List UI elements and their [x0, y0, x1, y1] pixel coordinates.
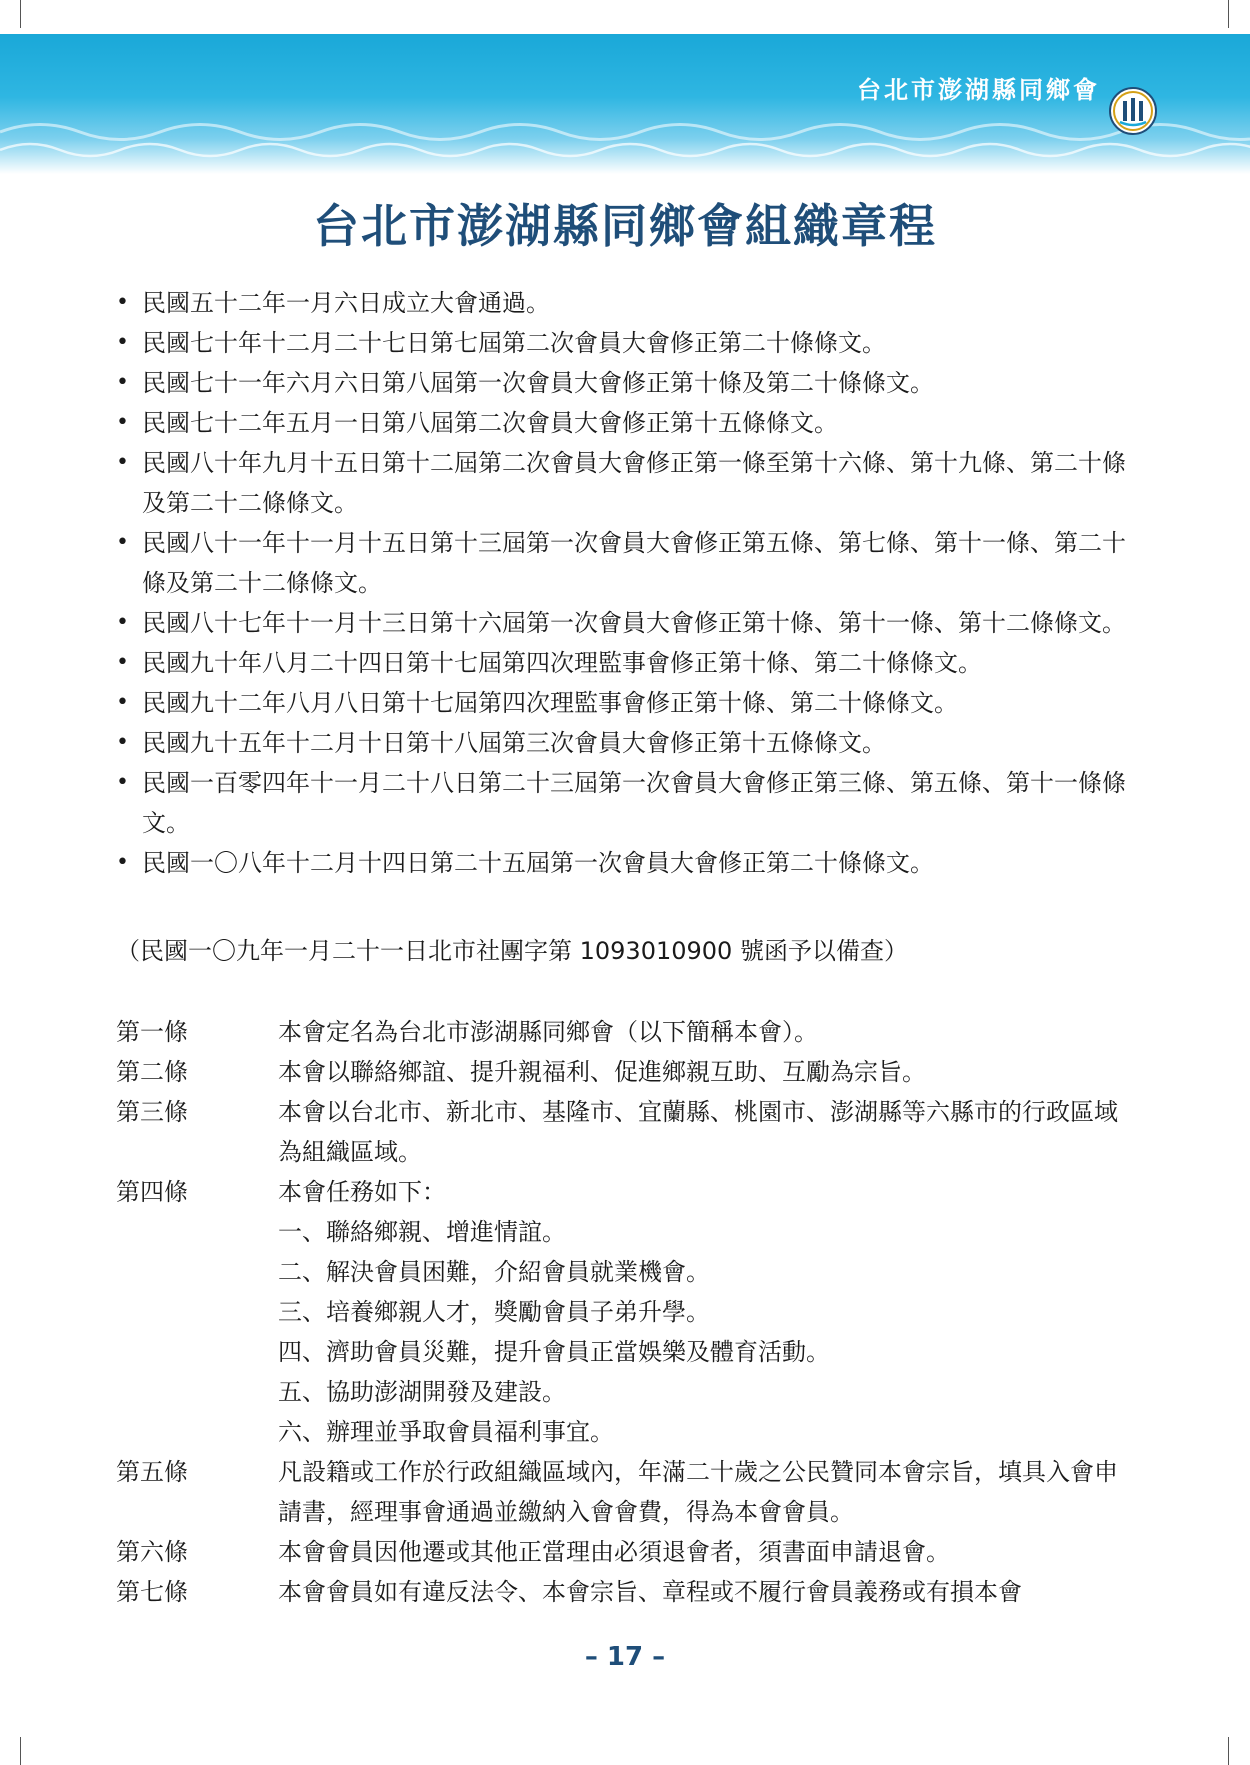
history-item	[112, 643, 1142, 683]
history-text: 民國九十二年八月八日第十七屆第四次理監事會修正第十條、第二十條條文。	[142, 689, 958, 717]
article-body	[278, 1012, 1136, 1052]
crop-mark	[20, 1737, 21, 1765]
bullet-icon: •	[116, 410, 129, 435]
article-2	[116, 1052, 1136, 1092]
article-4	[116, 1172, 1136, 1452]
history-item	[112, 523, 1142, 603]
history-text: 民國七十一年六月六日第八屆第一次會員大會修正第十條及第二十條條文。	[142, 369, 934, 397]
history-text: 民國七十年十二月二十七日第七屆第二次會員大會修正第二十條條文。	[142, 329, 886, 357]
article-body	[278, 1532, 1136, 1572]
history-item	[112, 363, 1142, 403]
article-number: 第四條	[116, 1178, 188, 1206]
article-3	[116, 1092, 1136, 1172]
article-line: 三、培養鄉親人才，獎勵會員子弟升學。	[278, 1298, 710, 1326]
history-text: 民國八十七年十一月十三日第十六屆第一次會員大會修正第十條、第十一條、第十二條條文。	[142, 609, 1126, 637]
history-text: 民國八十年九月十五日第十二屆第二次會員大會修正第一條至第十六條、第十九條、第二十條及第二十二條條文。	[142, 449, 1126, 517]
article-body	[278, 1172, 1136, 1452]
article-6	[116, 1532, 1136, 1572]
bullet-icon: •	[116, 770, 129, 795]
bullet-icon: •	[116, 730, 129, 755]
bullet-icon: •	[116, 330, 129, 355]
history-text: 民國七十二年五月一日第八屆第二次會員大會修正第十五條條文。	[142, 409, 838, 437]
article-number: 第三條	[116, 1098, 188, 1126]
article-1	[116, 1012, 1136, 1052]
history-item	[112, 723, 1142, 763]
bullet-icon: •	[116, 690, 129, 715]
history-text: 民國五十二年一月六日成立大會通過。	[142, 289, 550, 317]
bullet-icon: •	[116, 530, 129, 555]
article-number: 第一條	[116, 1018, 188, 1046]
history-item	[112, 603, 1142, 643]
article-line: 凡設籍或工作於行政組織區域內，年滿二十歲之公民贊同本會宗旨，填具入會申請書，經理事會通過並繳納入會會費，得為本會會員。	[278, 1458, 1118, 1526]
article-line: 本會以聯絡鄉誼、提升親福利、促進鄉親互助、互勵為宗旨。	[278, 1058, 926, 1086]
article-7	[116, 1572, 1136, 1612]
article-body	[278, 1052, 1136, 1092]
bullet-icon: •	[116, 850, 129, 875]
article-line: 六、辦理並爭取會員福利事宜。	[278, 1418, 614, 1446]
header-org-name: 台北市澎湖縣同鄉會	[857, 76, 1100, 104]
history-item	[112, 763, 1142, 843]
bullet-icon: •	[116, 610, 129, 635]
article-line: 本會會員因他遷或其他正當理由必須退會者，須書面申請退會。	[278, 1538, 950, 1566]
wave-decoration	[0, 132, 1250, 172]
history-item	[112, 683, 1142, 723]
article-number: 第五條	[116, 1458, 188, 1486]
article-number: 第七條	[116, 1578, 188, 1606]
history-item	[112, 403, 1142, 443]
filing-note: （民國一〇九年一月二十一日北市社團字第 1093010900 號函予以備查）	[116, 937, 908, 965]
article-line: 本會會員如有違反法令、本會宗旨、章程或不履行會員義務或有損本會	[278, 1578, 1022, 1606]
article-body	[278, 1572, 1136, 1612]
bullet-icon: •	[116, 650, 129, 675]
history-text: 民國九十年八月二十四日第十七屆第四次理監事會修正第十條、第二十條條文。	[142, 649, 982, 677]
history-text: 民國九十五年十二月十日第十八屆第三次會員大會修正第十五條條文。	[142, 729, 886, 757]
crop-mark	[20, 0, 21, 28]
crop-mark	[1228, 0, 1229, 28]
article-5	[116, 1452, 1136, 1532]
amendment-history-list	[112, 283, 1142, 883]
page-number: – 17 –	[584, 1642, 666, 1672]
crop-mark	[1228, 1737, 1229, 1765]
history-item	[112, 283, 1142, 323]
article-number: 第六條	[116, 1538, 188, 1566]
article-number: 第二條	[116, 1058, 188, 1086]
article-line: 四、濟助會員災難，提升會員正當娛樂及體育活動。	[278, 1338, 830, 1366]
history-text: 民國一百零四年十一月二十八日第二十三屆第一次會員大會修正第三條、第五條、第十一條條文。	[142, 769, 1126, 837]
article-line: 本會定名為台北市澎湖縣同鄉會（以下簡稱本會）。	[278, 1018, 818, 1046]
history-item	[112, 323, 1142, 363]
bullet-icon: •	[116, 290, 129, 315]
association-logo-icon	[1108, 86, 1158, 136]
article-body	[278, 1092, 1136, 1172]
document-title: 台北市澎湖縣同鄉會組織章程	[313, 199, 937, 253]
history-text: 民國八十一年十一月十五日第十三屆第一次會員大會修正第五條、第七條、第十一條、第二十條及第二十二條條文。	[142, 529, 1126, 597]
article-line: 五、協助澎湖開發及建設。	[278, 1378, 566, 1406]
article-line: 本會以台北市、新北市、基隆市、宜蘭縣、桃園市、澎湖縣等六縣市的行政區域為組織區域。	[278, 1098, 1118, 1166]
article-line: 二、解決會員困難，介紹會員就業機會。	[278, 1258, 710, 1286]
history-text: 民國一〇八年十二月十四日第二十五屆第一次會員大會修正第二十條條文。	[142, 849, 934, 877]
bullet-icon: •	[116, 370, 129, 395]
article-line: 一、聯絡鄉親、增進情誼。	[278, 1218, 566, 1246]
history-item	[112, 843, 1142, 883]
article-line: 本會任務如下：	[278, 1178, 446, 1206]
articles-section	[116, 1012, 1136, 1612]
history-item	[112, 443, 1142, 523]
article-body	[278, 1452, 1136, 1532]
bullet-icon: •	[116, 450, 129, 475]
